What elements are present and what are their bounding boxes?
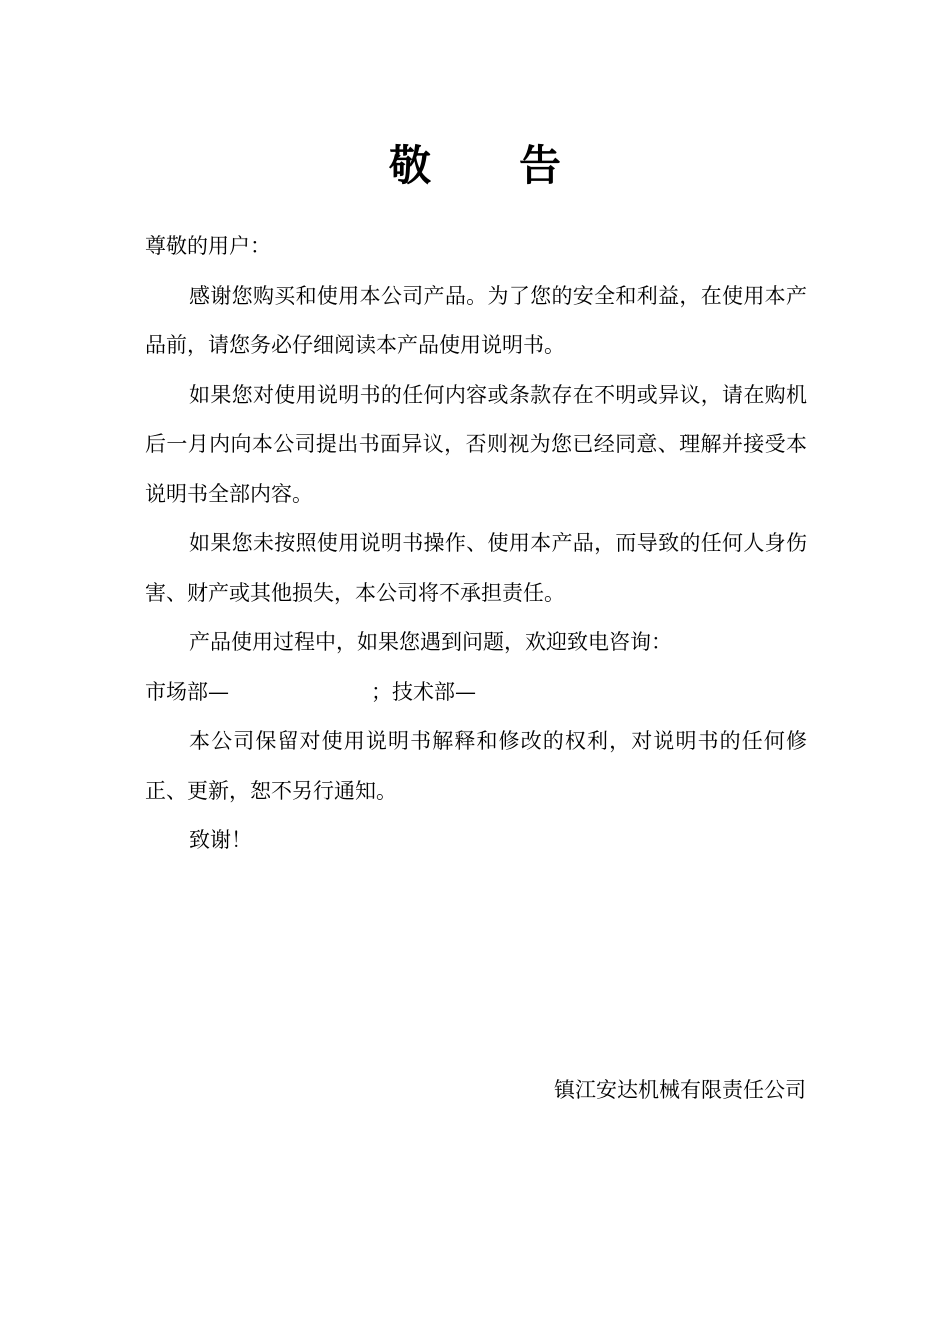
contact-tech: 技术部— — [392, 679, 476, 704]
contact-separator: ； — [371, 679, 392, 704]
title-char-1: 敬 — [388, 141, 431, 190]
paragraph-rights: 本公司保留对使用说明书解释和修改的权利，对说明书的任何修正、更新，恕不另行通知。 — [145, 729, 807, 803]
company-signature: 镇江安达机械有限责任公司 — [554, 1078, 806, 1102]
document-body — [145, 222, 807, 866]
paragraph-liability: 如果您未按照使用说明书操作、使用本产品，而导致的任何人身伤害、财产或其他损失，本公司将不承担责任。 — [145, 531, 807, 605]
paragraph-contact-intro: 产品使用过程中，如果您遇到问题，欢迎致电咨询： — [189, 630, 672, 654]
paragraph-objection: 如果您对使用说明书的任何内容或条款存在不明或异议，请在购机后一月内向本公司提出书面异议，否则视为您已经同意、理解并接受本说明书全部内容。 — [145, 382, 807, 506]
greeting: 尊敬的用户： — [145, 234, 271, 258]
closing: 致谢！ — [189, 828, 252, 852]
contact-line — [145, 668, 807, 718]
document-title — [0, 138, 950, 194]
contact-market: 市场部— — [145, 679, 229, 704]
paragraph-thanks: 感谢您购买和使用本公司产品。为了您的安全和利益，在使用本产品前，请您务必仔细阅读本产品使用说明书。 — [145, 283, 807, 357]
title-char-2: 告 — [519, 141, 562, 190]
